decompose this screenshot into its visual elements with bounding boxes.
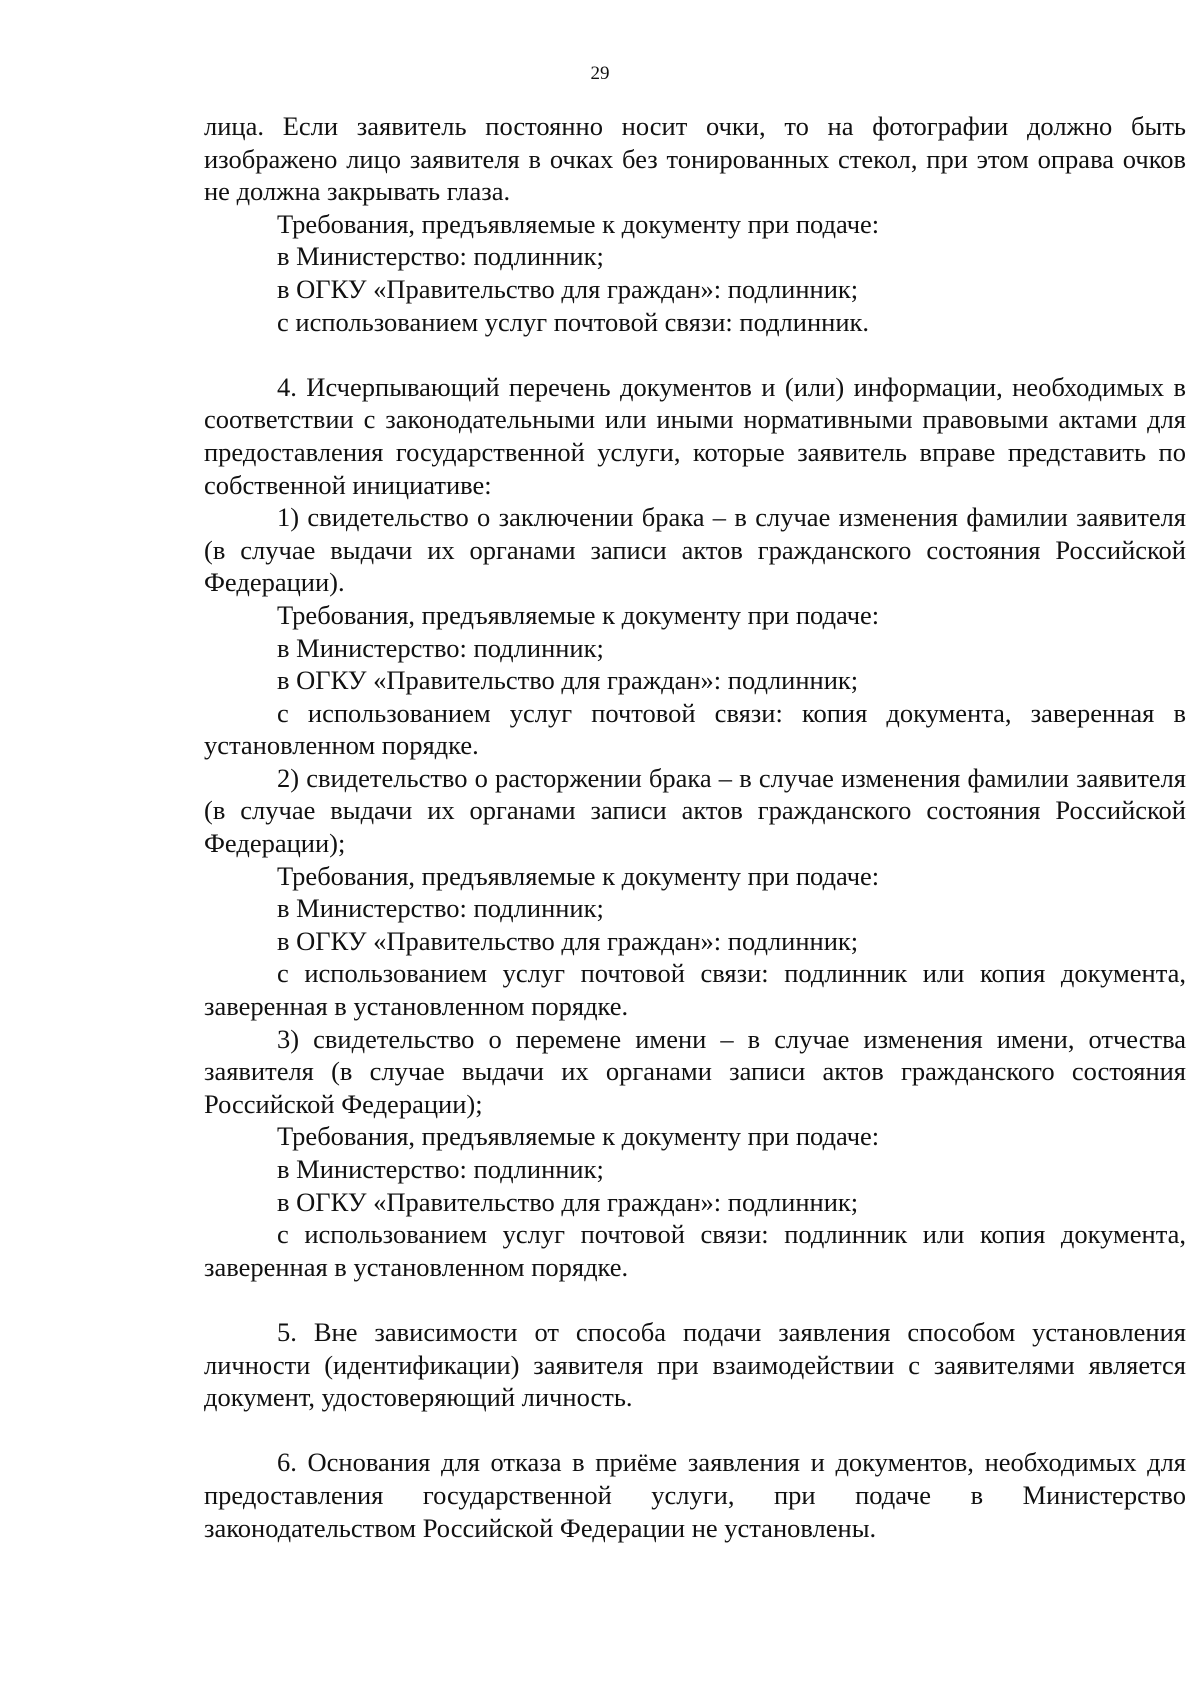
paragraph: 4. Исчерпывающий перечень документов и (или) информации, необходимых в соответствии с законодательными или иными нормативными правовыми актами для предоставления государственной услуги, которые заявитель вправе представить по собственной инициативе: [204, 371, 1186, 500]
paragraph: в ОГКУ «Правительство для граждан»: подлинник; [277, 1186, 859, 1217]
paragraph: в Министерство: подлинник; [277, 1154, 604, 1184]
paragraph: в ОГКУ «Правительство для граждан»: подлинник; [277, 925, 859, 956]
paragraph: 1) свидетельство о заключении брака – в случае изменения фамилии заявителя (в случае выдачи их органами записи актов гражданского состояния Российской Федерации). [204, 502, 1186, 598]
document-body [204, 110, 1186, 1544]
paragraph: в Министерство: подлинник; [277, 241, 604, 272]
paragraph: Требования, предъявляемые к документу при подаче: [277, 208, 880, 239]
paragraph: в ОГКУ «Правительство для граждан»: подлинник; [277, 665, 859, 696]
paragraph: Требования, предъявляемые к документу при подаче: [277, 1121, 880, 1152]
paragraph-gap [204, 338, 1186, 371]
paragraph: Требования, предъявляемые к документу при подаче: [277, 599, 880, 630]
paragraph: Требования, предъявляемые к документу при подаче: [277, 860, 880, 891]
paragraph: в Министерство: подлинник; [277, 632, 604, 663]
paragraph: с использованием услуг почтовой связи: подлинник или копия документа, заверенная в установленном порядке. [204, 1219, 1186, 1282]
paragraph: в ОГКУ «Правительство для граждан»: подлинник; [277, 273, 859, 304]
paragraph: 3) свидетельство о перемене имени – в случае изменения имени, отчества заявителя (в случае выдачи их органами записи актов гражданского состояния Российской Федерации); [204, 1023, 1186, 1119]
paragraph: с использованием услуг почтовой связи: подлинник или копия документа, заверенная в установленном порядке. [204, 958, 1186, 1022]
paragraph: 5. Вне зависимости от способа подачи заявления способом установления личности (идентификации) заявителя при взаимодействии с заявителями является документ, удостоверяющий личность. [204, 1316, 1186, 1413]
paragraph: 6. Основания для отказа в приёме заявления и документов, необходимых для предоставления государственной услуги, при подаче в Министерство законодательством Российской Федерации не установлены. [204, 1447, 1186, 1543]
paragraph: 2) свидетельство о расторжении брака – в случае изменения фамилии заявителя (в случае выдачи их органами записи актов гражданского состояния Российской Федерации); [204, 762, 1186, 859]
paragraph: с использованием услуг почтовой связи: подлинник. [277, 306, 870, 337]
paragraph: с использованием услуг почтовой связи: копия документа, заверенная в установленном порядке. [204, 697, 1186, 761]
page-number: 29 [590, 63, 610, 84]
paragraph: лица. Если заявитель постоянно носит очки, то на фотографии должно быть изображено лицо заявителя в очках без тонированных стекол, при этом оправа очков не должна закрывать глаза. [204, 111, 1186, 207]
paragraph-gap [204, 1283, 1186, 1316]
paragraph-gap [204, 1414, 1186, 1447]
paragraph: в Министерство: подлинник; [277, 893, 604, 924]
